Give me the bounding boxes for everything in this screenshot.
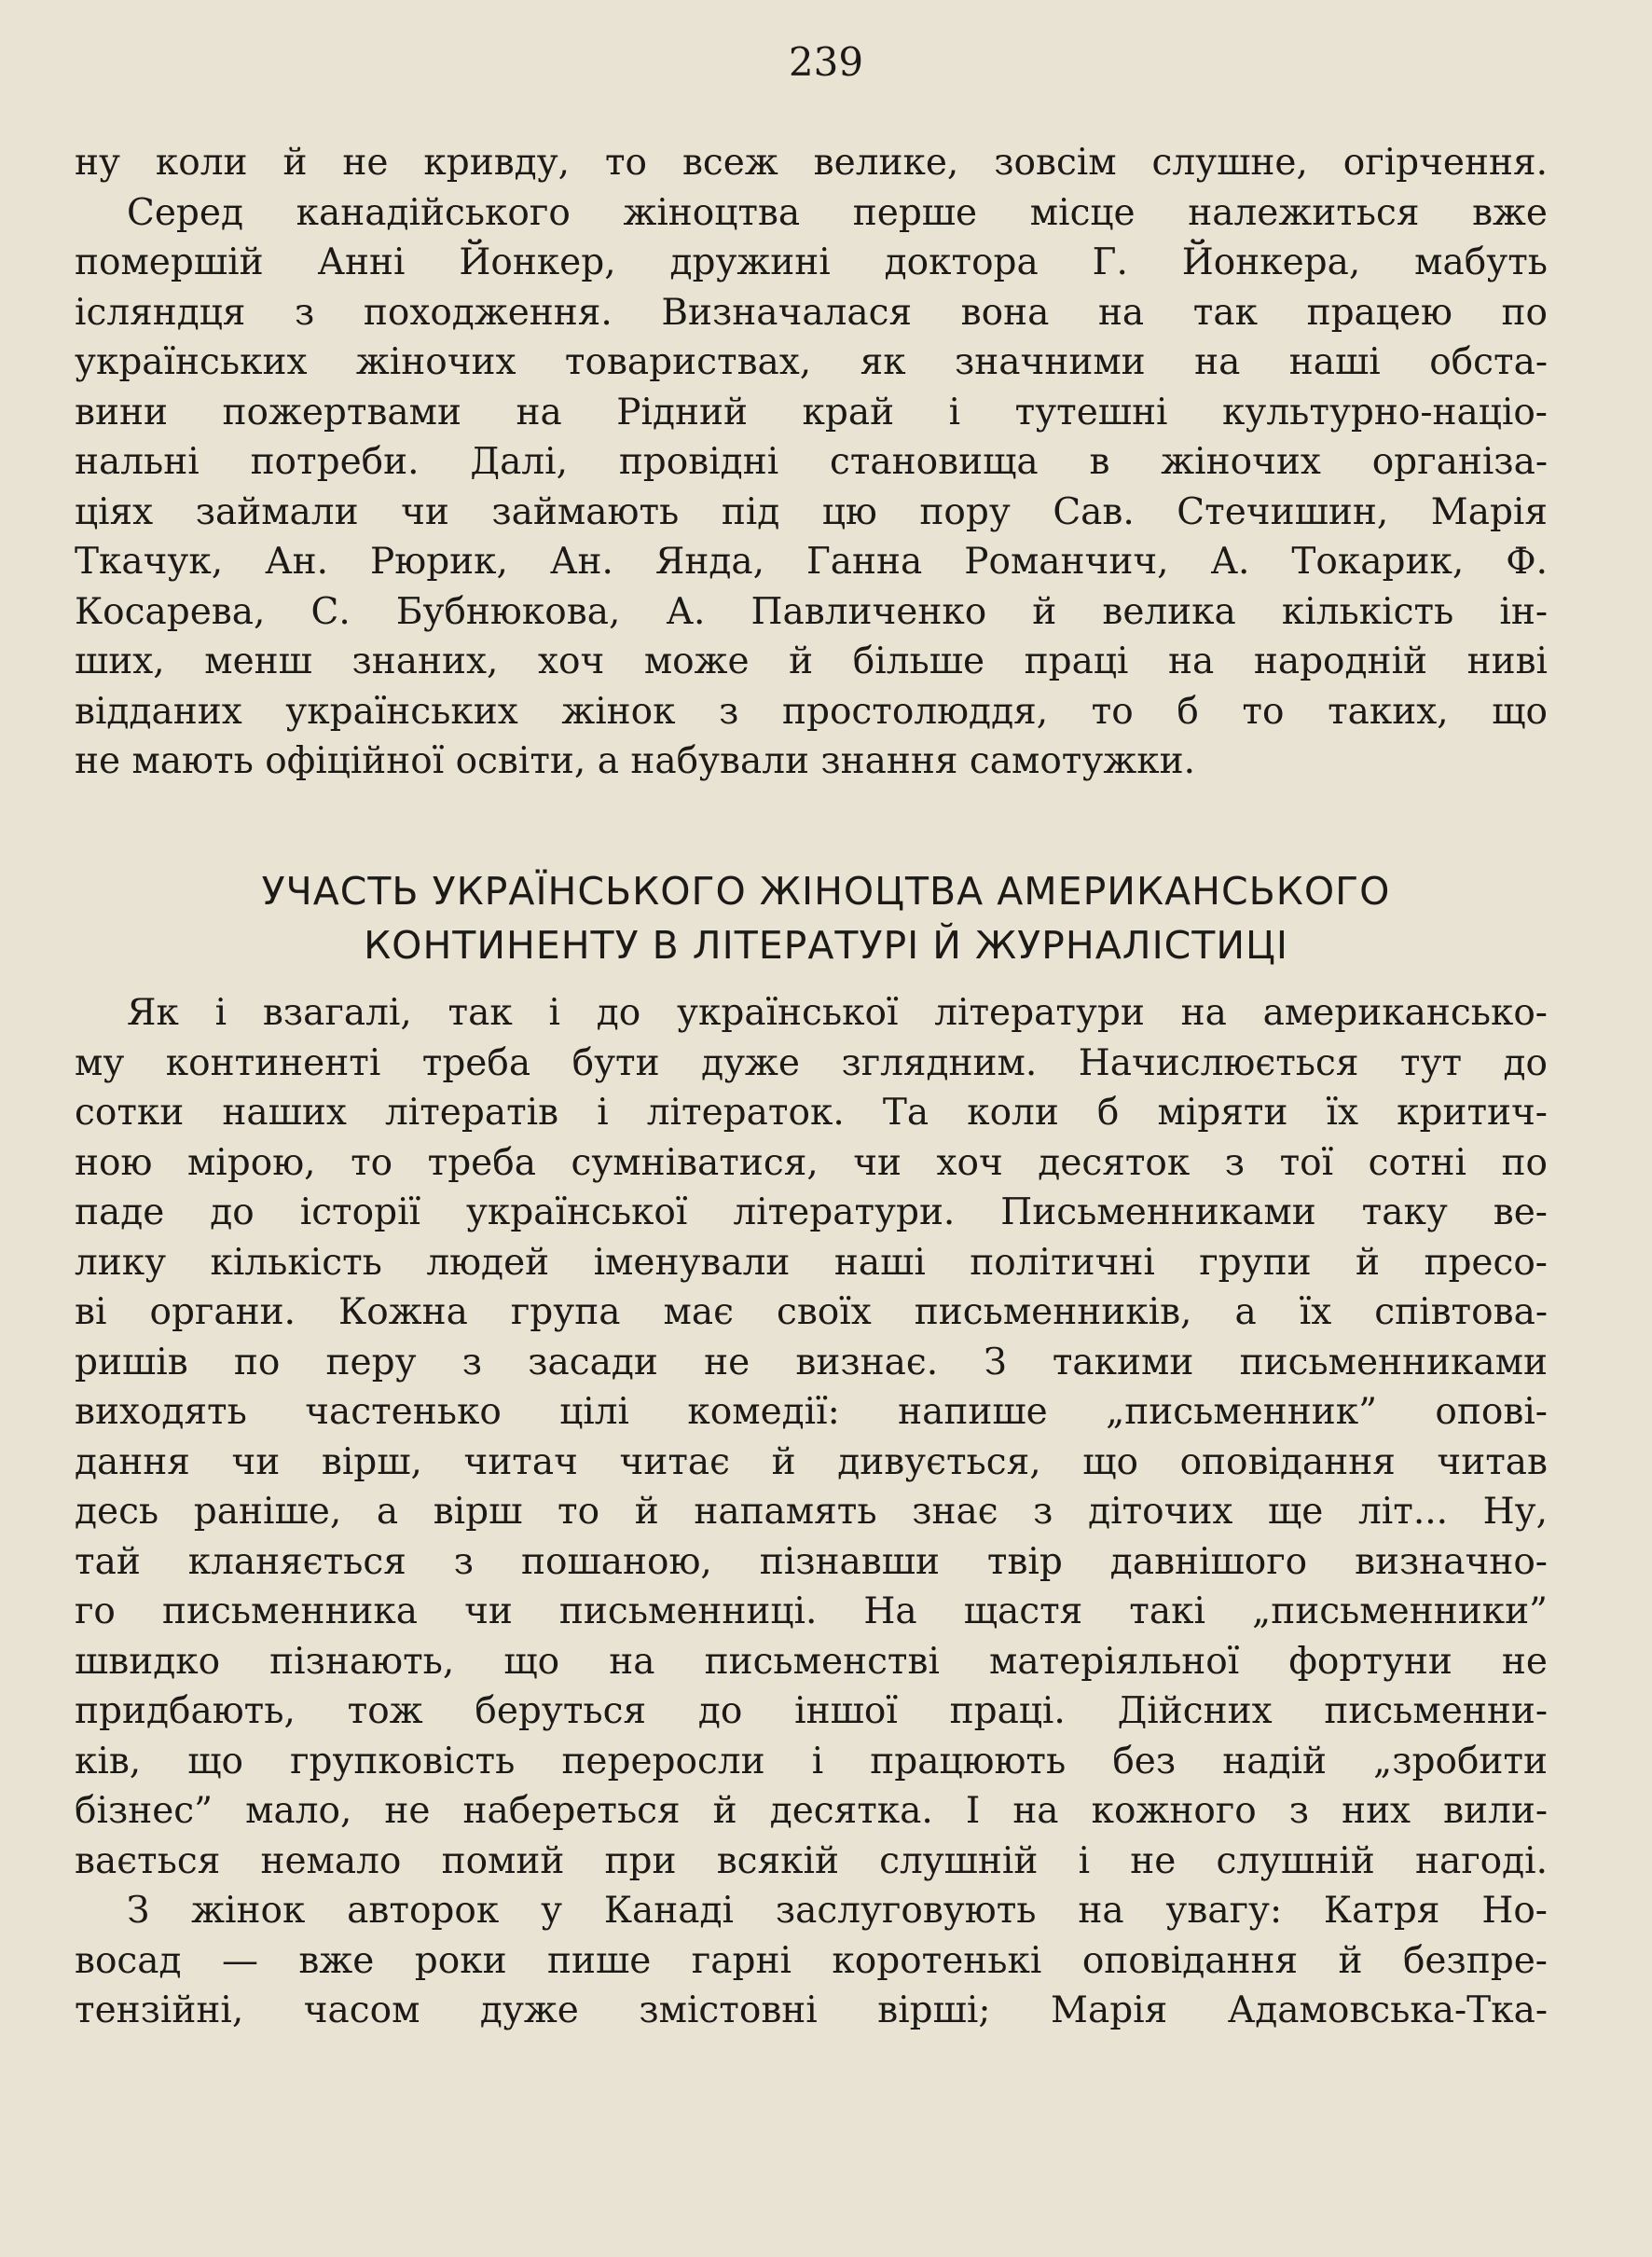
text-line: З жінок авторок у Канаді заслуговують на увагу: Катря Но- — [127, 1890, 1548, 1932]
text-line: лику кількість людей іменували наші політичні групи й пресо- — [75, 1241, 1548, 1284]
text-line: ків, що групковість переросли і працюють без надій „зробити — [75, 1740, 1548, 1782]
text-line: вається немало помий при всякій слушній і не слушній нагоді. — [75, 1839, 1548, 1882]
text-line: ціях займали чи займають під цю пору Сав. Стечишин, Марія — [75, 490, 1548, 533]
text-line: тензійні, часом дуже змістовні вірші; Марія Адамовська-Тка- — [75, 1989, 1548, 2031]
text-line: ві органи. Кожна група має своїх письменників, а їх співтова- — [75, 1291, 1548, 1333]
heading-line: УЧАСТЬ УКРАЇНСЬКОГО ЖІНОЦТВА АМЕРИКАНСЬКОГО — [261, 869, 1391, 914]
section-1-text — [75, 138, 1548, 787]
heading-line: КОНТИНЕНТУ В ЛІТЕРАТУРІ Й ЖУРНАЛІСТИЦІ — [364, 923, 1288, 968]
text-line: придбають, тож беруться до іншої праці. Дійсних письменни- — [75, 1690, 1548, 1732]
text-line: Косарева, С. Бубнюкова, А. Павличенко й велика кількість ін- — [75, 590, 1548, 633]
text-line: українських жіночих товариствах, як значними на наші обста- — [75, 341, 1548, 383]
text-line: ісляндця з походження. Визначалася вона на так працею по — [75, 291, 1548, 334]
section-heading — [0, 864, 1652, 972]
text-line: ною мірою, то треба сумніватися, чи хоч десяток з тої сотні по — [75, 1141, 1548, 1184]
text-line: Серед канадійського жіноцтва перше місце належиться вже — [127, 191, 1548, 234]
text-line: паде до історії української літератури. Письменниками таку ве- — [75, 1191, 1548, 1233]
section-2-text — [75, 988, 1548, 2036]
text-line: нальні потреби. Далі, провідні становища в жіночих організа- — [75, 441, 1548, 483]
text-line: Як і взагалі, так і до української літератури на американсько- — [127, 992, 1548, 1034]
text-line: помершій Анні Йонкер, дружині доктора Г. Йонкера, мабуть — [75, 241, 1548, 283]
text-line: тай кланяється з пошаною, пізнавши твір давнішого визначно- — [75, 1540, 1548, 1583]
text-line: му континенті треба бути дуже зглядним. Начислюється тут до — [75, 1041, 1548, 1084]
text-line: не мають офіційної освіти, а набували знання самотужки. — [75, 740, 1195, 782]
text-line: швидко пізнають, що на письменстві матеріяльної фортуни не — [75, 1640, 1548, 1683]
text-line: бізнес” мало, не набереться й десятка. І на кожного з них вили- — [75, 1790, 1548, 1832]
text-line: восад — вже роки пише гарні коротенькі оповідання й безпре- — [75, 1939, 1548, 1982]
text-line: виходять частенько цілі комедії: напише „письменник” опові- — [75, 1391, 1548, 1433]
text-line: відданих українських жінок з простолюддя, то б то таких, що — [75, 690, 1548, 733]
text-line: ших, менш знаних, хоч може й більше праці на народній ниві — [75, 640, 1548, 682]
text-line: го письменника чи письменниці. На щастя такі „письменники” — [75, 1590, 1548, 1632]
text-line: сотки наших літератів і літераток. Та коли б міряти їх критич- — [75, 1092, 1548, 1134]
text-line: ну коли й не кривду, то всеж велике, зовсім слушне, огірчення. — [75, 142, 1548, 184]
text-line: десь раніше, а вірш то й напамять знає з діточих ще літ... Ну, — [75, 1491, 1548, 1533]
text-line: вини пожертвами на Рідний край і тутешні культурно-націо- — [75, 391, 1548, 434]
text-line: дання чи вірш, читач читає й дивується, що оповідання читав — [75, 1440, 1548, 1483]
text-line: Ткачук, Ан. Рюрик, Ан. Янда, Ганна Романчич, А. Токарик, Ф. — [75, 541, 1548, 583]
text-line: ришів по перу з засади не визнає. З такими письменниками — [75, 1341, 1548, 1383]
page-number: 239 — [788, 39, 864, 85]
